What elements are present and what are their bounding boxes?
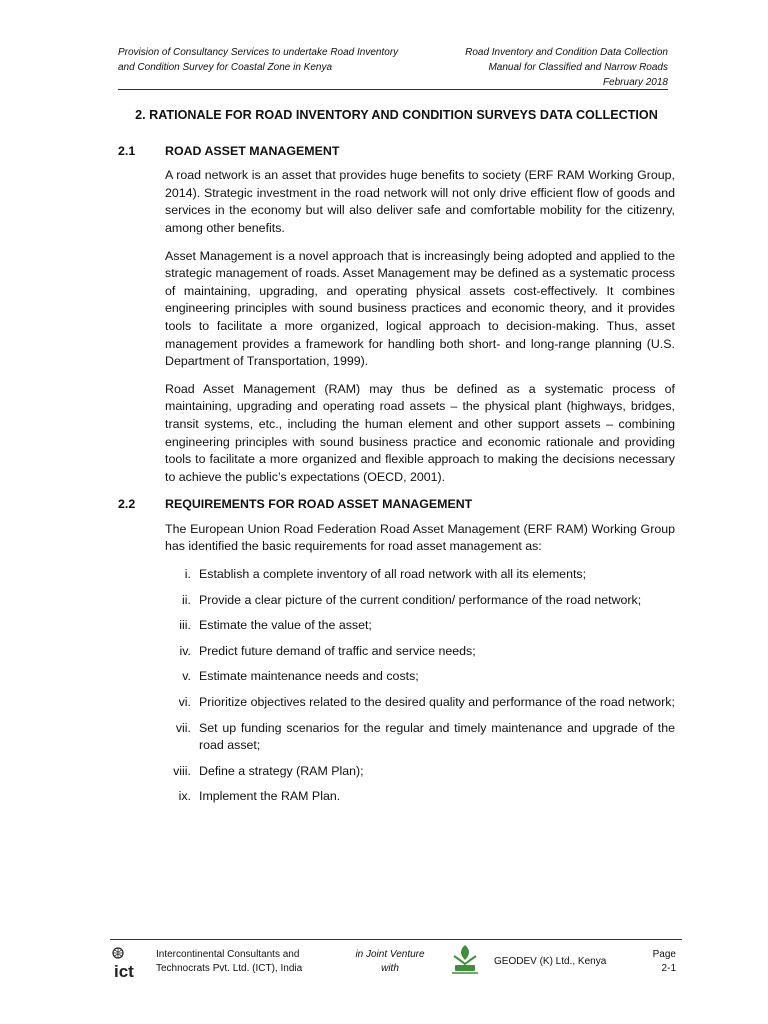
header-date: February 2018: [602, 77, 668, 88]
geodev-emblem-icon: [448, 942, 482, 976]
footer-jv-line-2: with: [381, 963, 399, 974]
list-numeral: viii.: [173, 763, 191, 778]
list-item-text: Prioritize objectives related to the desired quality and performance of the road network;: [199, 695, 675, 710]
list-numeral: vi.: [178, 695, 191, 710]
page-label: Page: [652, 949, 676, 960]
list-numeral: iii.: [179, 618, 191, 633]
page-number: 2-1: [661, 963, 676, 974]
header-right-line-2: Manual for Classified and Narrow Roads: [488, 62, 668, 73]
list-item: [165, 668, 675, 686]
paragraph: A road network is an asset that provides huge benefits to society (ERF RAM Working Group, 2014). Strategic investment in the road network will not only drive efficient flow of goods and services in the economy but will also deliver safe and comfortable mobility for the citizenry, among other benefits.: [165, 168, 675, 235]
footer-geodev-name: GEODEV (K) Ltd., Kenya: [494, 956, 607, 967]
paragraph: Road Asset Management (RAM) may thus be defined as a systematic process of maintaining, upgrading and operating road assets – the physical plant (highways, bridges, transit systems, etc., including the human element and other support assets – combining engineering principles with sound business practice and economic rationale and providing tools to facilitate a more organized and flexible approach to making the decisions necessary to achieve the public’s expectations (OECD, 2001).: [165, 381, 675, 484]
list-numeral: vii.: [175, 720, 191, 735]
section-number: 2.1: [118, 143, 136, 158]
section-title: REQUIREMENTS FOR ROAD ASSET MANAGEMENT: [165, 497, 473, 512]
header-right-line-1: Road Inventory and Condition Data Collection: [465, 47, 668, 58]
section-title: ROAD ASSET MANAGEMENT: [165, 143, 340, 158]
list-numeral: ii.: [182, 592, 191, 607]
list-item: [165, 720, 675, 755]
section-heading-2-2: [118, 496, 675, 514]
page-header: [118, 45, 668, 90]
chapter-title: 2. RATIONALE FOR ROAD INVENTORY AND CONDITION SURVEYS DATA COLLECTION: [135, 108, 658, 122]
list-item: [165, 763, 675, 781]
list-item-text: Define a strategy (RAM Plan);: [199, 763, 364, 778]
page-footer: [110, 939, 682, 986]
list-item: [165, 788, 675, 806]
list-item-text: Establish a complete inventory of all road network with all its elements;: [199, 567, 587, 582]
list-item: [165, 694, 675, 712]
list-item-text: Implement the RAM Plan.: [199, 789, 341, 804]
header-left-line-2: and Condition Survey for Coastal Zone in Kenya: [118, 62, 333, 73]
ict-logo-text: ict: [114, 962, 134, 980]
list-item: [165, 643, 675, 661]
footer-ict-line-1: Intercontinental Consultants and: [156, 949, 300, 960]
list-item: [165, 566, 675, 584]
list-numeral: i.: [184, 567, 191, 582]
list-numeral: v.: [182, 669, 191, 684]
paragraph: The European Union Road Federation Road Asset Management (ERF RAM) Working Group has identified the basic requirements for road asset management as:: [165, 521, 675, 554]
footer-joint-venture: [350, 948, 430, 976]
footer-ict-line-2: Technocrats Pvt. Ltd. (ICT), India: [156, 963, 303, 974]
header-manual-title: [438, 45, 668, 90]
list-item-text: Estimate maintenance needs and costs;: [199, 669, 419, 684]
list-item-text: Provide a clear picture of the current condition/ performance of the road network;: [199, 592, 642, 607]
ict-logo-icon: [110, 946, 146, 980]
list-item: [165, 592, 675, 610]
section-heading-2-1: [118, 143, 675, 161]
header-project-title: [118, 45, 428, 75]
footer-page-number: [616, 948, 676, 976]
list-item-text: Predict future demand of traffic and service needs;: [199, 643, 476, 658]
list-numeral: ix.: [178, 789, 191, 804]
list-item-text: Estimate the value of the asset;: [199, 618, 372, 633]
list-item-text: Set up funding scenarios for the regular and timely maintenance and upgrade of the road asset;: [199, 720, 675, 753]
list-numeral: iv.: [179, 643, 191, 658]
paragraph: Asset Management is a novel approach that is increasingly being adopted and applied to the strategic management of roads. Asset Management may be defined as a systematic process of maintaining, upgrading, and operating physical assets cost-effectively. It combines engineering principles with sound business practices and economic theory, and it provides tools to facilitate a more organized, logical approach to decision-making. Thus, asset management provides a framework for handling both short- and long-range planning (U.S. Department of Transportation, 1999).: [165, 248, 675, 369]
header-left-line-1: Provision of Consultancy Services to undertake Road Inventory: [118, 47, 399, 58]
requirements-list: [165, 566, 675, 806]
list-item: [165, 617, 675, 635]
page-body: [118, 107, 675, 814]
footer-ict-name: [156, 948, 326, 976]
footer-jv-line-1: in Joint Venture: [355, 949, 425, 960]
section-number: 2.2: [118, 497, 136, 512]
